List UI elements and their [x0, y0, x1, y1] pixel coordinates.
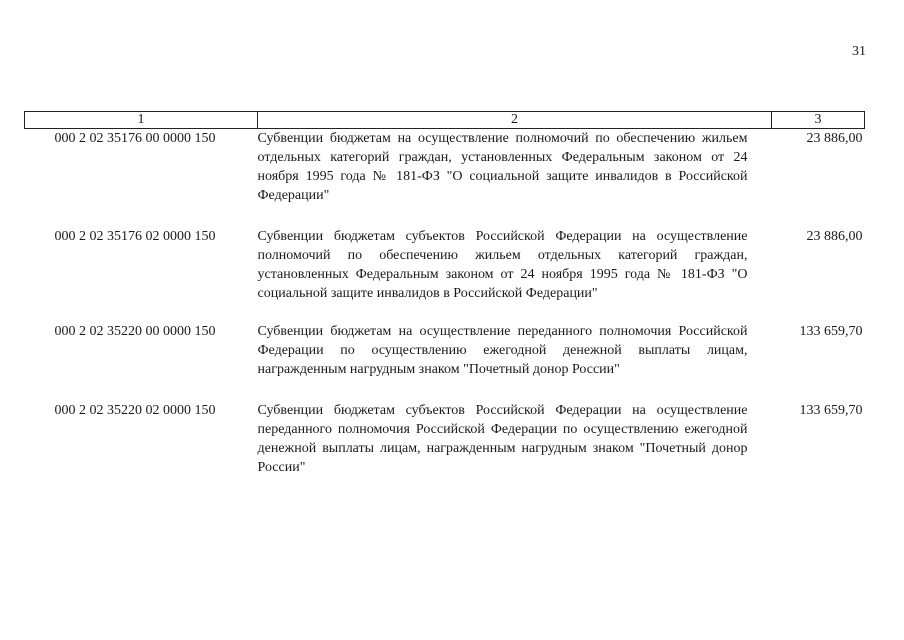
budget-code: 000 2 02 35176 02 0000 150 — [54, 229, 216, 244]
budget-amount: 23 886,00 — [806, 131, 863, 146]
column-header-1: 1 — [25, 112, 258, 129]
budget-code: 000 2 02 35220 02 0000 150 — [54, 403, 216, 418]
column-header-3: 3 — [772, 112, 865, 129]
budget-amount: 23 886,00 — [806, 229, 863, 244]
budget-table — [24, 111, 865, 477]
budget-description: Субвенции бюджетам на осуществление полномочий по обеспечению жильем отдельных категорий граждан, установленных Федеральным законом от 24 ноября 1995 года № 181-ФЗ "О социальной защите инвалидов в Российской Федерации" — [257, 131, 748, 203]
column-header-2: 2 — [258, 112, 772, 129]
table-row — [25, 129, 865, 228]
budget-description: Субвенции бюджетам субъектов Российской Федерации на осуществление переданного полномочия Российской Федерации по осуществлению ежегодной денежной выплаты лицам, награжденным нагрудным знаком "Почетный донор России" — [257, 403, 748, 475]
table-header-row — [25, 112, 865, 129]
table-row — [25, 322, 865, 401]
table-row — [25, 401, 865, 477]
budget-description: Субвенции бюджетам субъектов Российской Федерации на осуществление полномочий по обеспечению жильем отдельных категорий граждан, установленных Федеральным законом от 24 ноября 1995 года № 181-ФЗ "О социальной защите инвалидов в Российской Федерации" — [257, 229, 748, 301]
table-row — [25, 227, 865, 322]
budget-description: Субвенции бюджетам на осуществление переданного полномочия Российской Федерации по осуществлению ежегодной денежной выплаты лицам, награжденным нагрудным знаком "Почетный донор России" — [257, 324, 748, 377]
budget-amount: 133 659,70 — [799, 403, 863, 418]
page-number: 31 — [852, 44, 866, 59]
budget-amount: 133 659,70 — [799, 324, 863, 339]
budget-code: 000 2 02 35176 00 0000 150 — [54, 131, 216, 146]
budget-code: 000 2 02 35220 00 0000 150 — [54, 324, 216, 339]
